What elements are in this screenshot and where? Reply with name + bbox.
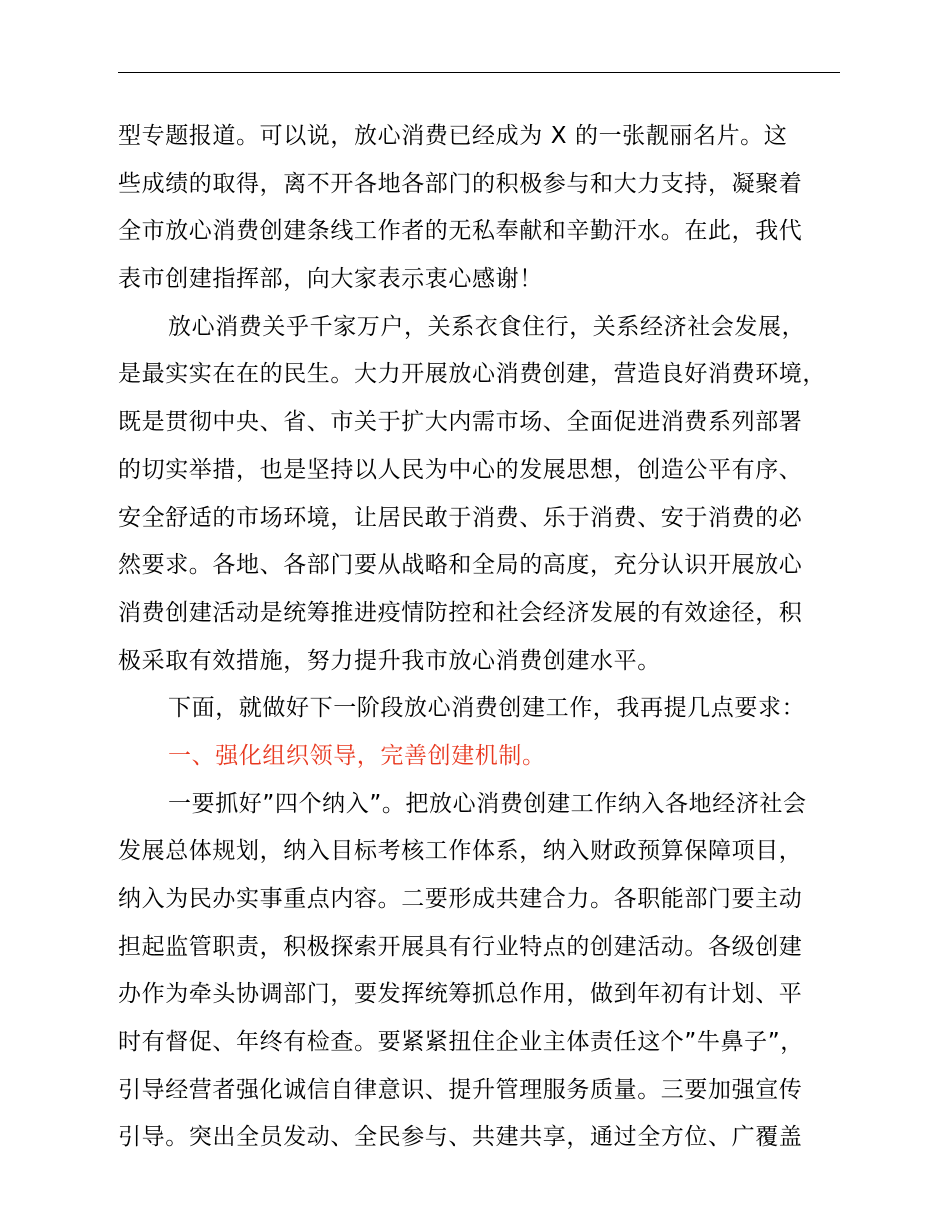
text-line: 些成绩的取得，离不开各地各部门的积极参与和大力支持，凝聚着 [118, 170, 803, 197]
text-line: 全市放心消费创建条线工作者的无私奉献和辛勤汗水。在此，我代 [118, 218, 803, 245]
text-line: 安全舒适的市场环境，让居民敢于消费、乐于消费、安于消费的必 [118, 504, 803, 531]
text-line: 下面，就做好下一阶段放心消费创建工作，我再提几点要求： [168, 695, 806, 722]
text-line: 既是贯彻中央、省、市关于扩大内需市场、全面促进消费系列部署 [118, 409, 803, 436]
text-line: 担起监管职责，积极探索开展具有行业特点的创建活动。各级创建 [118, 933, 803, 960]
text-line: 型专题报道。可以说，放心消费已经成为 X 的一张靓丽名片。这 [118, 123, 788, 149]
header-rule [118, 72, 840, 73]
text-line: 一要抓好”四个纳入”。把放心消费创建工作纳入各地经济社会 [168, 790, 807, 817]
text-line: 放心消费关乎千家万户，关系衣食住行，关系经济社会发展， [168, 313, 806, 340]
text-line: 办作为牵头协调部门，要发挥统筹抓总作用，做到年初有计划、平 [118, 981, 803, 1008]
text-line: 然要求。各地、各部门要从战略和全局的高度，充分认识开展放心 [118, 552, 803, 579]
text-line: 是最实实在在的民生。大力开展放心消费创建，营造良好消费环境， [118, 361, 826, 388]
section-heading: 一、强化组织领导，完善创建机制。 [168, 742, 546, 769]
text-line: 时有督促、年终有检查。要紧紧扭住企业主体责任这个”牛鼻子”， [118, 1029, 804, 1056]
text-line: 的切实举措，也是坚持以人民为中心的发展思想，创造公平有序、 [118, 456, 803, 483]
text-line: 纳入为民办实事重点内容。二要形成共建合力。各职能部门要主动 [118, 886, 803, 912]
text-line: 表市创建指挥部，向大家表示衷心感谢！ [118, 266, 543, 293]
text-line: 极采取有效措施，努力提升我市放心消费创建水平。 [118, 647, 661, 674]
text-line: 发展总体规划，纳入目标考核工作体系，纳入财政预算保障项目， [118, 838, 803, 865]
text-line: 引导经营者强化诚信自律意识、提升管理服务质量。三要加强宣传 [118, 1076, 803, 1103]
text-line: 引导。突出全员发动、全民参与、共建共享，通过全方位、广覆盖 [118, 1124, 803, 1151]
document-body [118, 113, 843, 1162]
text-line: 消费创建活动是统筹推进疫情防控和社会经济发展的有效途径，积 [118, 599, 803, 626]
